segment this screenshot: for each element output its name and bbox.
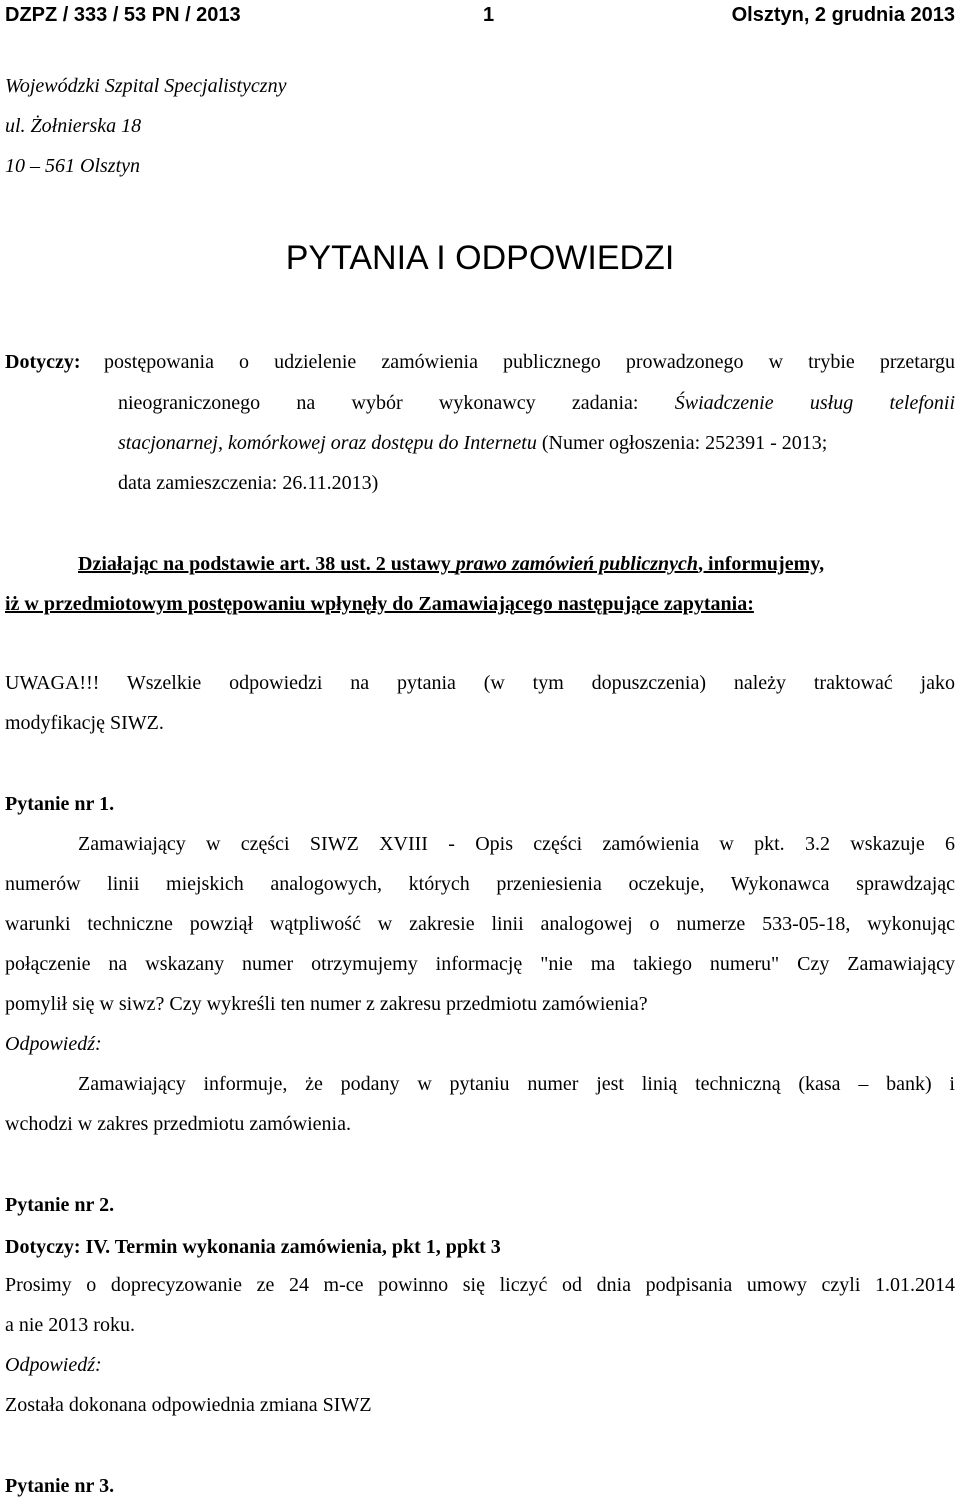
page-header: [5, 0, 955, 30]
question-1-line: numerów linii miejskich analogowych, których przeniesienia oczekuje, Wykonawca sprawdzając: [5, 873, 955, 895]
subject-task-name: Świadczenie usług telefonii: [674, 392, 956, 414]
subject-label: Dotyczy:: [5, 351, 81, 373]
answer-1-line: Zamawiający informuje, że podany w pytaniu numer jest linią techniczną (kasa – bank) i: [78, 1073, 955, 1095]
question-2-subject: Dotyczy: IV. Termin wykonania zamówienia, pkt 1, ppkt 3: [5, 1236, 501, 1258]
question-3-heading: Pytanie nr 3.: [5, 1475, 115, 1497]
question-1-line: połączenie na wskazany numer otrzymujemy informację "nie ma takiego numeru" Czy Zamawiający: [5, 953, 955, 975]
question-1-line: warunki techniczne powziął wątpliwość w zakresie linii analogowej o numerze 533-05-18, wykonując: [5, 913, 955, 935]
intro-line-2: iż w przedmiotowym postępowaniu wpłynęły do Zamawiającego następujące zapytania:: [5, 593, 754, 615]
subject-line-3: [118, 431, 827, 455]
recipient-street: ul. Żołnierska 18: [5, 115, 142, 137]
page-title: PYTANIA I ODPOWIEDZI: [285, 239, 675, 277]
question-1-line: pomylił się w siwz? Czy wykreśli ten numer z zakresu przedmiotu zamówienia?: [5, 993, 648, 1015]
page-number: 1: [483, 4, 495, 26]
publication-date: data zamieszczenia: 26.11.2013): [118, 472, 379, 494]
subject-line-1: postępowania o udzielenie zamówienia publicznego prowadzonego w trybie przetargu: [104, 351, 955, 373]
announcement-number: (Numer ogłoszenia: 252391 - 2013;: [541, 432, 828, 454]
place-date: Olsztyn, 2 grudnia 2013: [731, 4, 955, 26]
notice-line-1: UWAGA!!! Wszelkie odpowiedzi na pytania (w tym dopuszczenia) należy traktować jako: [5, 672, 955, 694]
question-1-heading: Pytanie nr 1.: [5, 793, 115, 815]
notice-line-2: modyfikację SIWZ.: [5, 712, 164, 734]
answer-2-line: Została dokonana odpowiednia zmiana SIWZ: [5, 1394, 372, 1416]
subject-line-2-plain: nieograniczonego na wybór wykonawcy zadania:: [118, 392, 639, 414]
question-2-heading: Pytanie nr 2.: [5, 1194, 115, 1216]
recipient-name: Wojewódzki Szpital Specjalistyczny: [5, 75, 287, 97]
recipient-city: 10 – 561 Olsztyn: [5, 155, 140, 177]
answer-2-label: Odpowiedź:: [5, 1354, 102, 1376]
answer-1-line: wchodzi w zakres przedmiotu zamówienia.: [5, 1113, 351, 1135]
subject-line-2: [118, 391, 955, 415]
question-1-line: Zamawiający w części SIWZ XVIII - Opis części zamówienia w pkt. 3.2 wskazuje 6: [78, 833, 955, 855]
answer-1-label: Odpowiedź:: [5, 1033, 102, 1055]
intro-part-1: Działając na podstawie art. 38 ust. 2 ustawy: [78, 553, 451, 575]
reference-number: DZPZ / 333 / 53 PN / 2013: [5, 4, 241, 26]
intro-part-2: , informujemy,: [698, 553, 825, 575]
question-2-line: a nie 2013 roku.: [5, 1314, 135, 1336]
intro-line-1: [78, 552, 824, 576]
intro-law-name: prawo zamówień publicznych: [455, 553, 699, 575]
question-2-line: Prosimy o doprecyzowanie ze 24 m-ce powinno się liczyć od dnia podpisania umowy czyli 1.01.2014: [5, 1274, 955, 1296]
subject-task-name-cont: stacjonarnej, komórkowej oraz dostępu do Internetu: [118, 432, 537, 454]
